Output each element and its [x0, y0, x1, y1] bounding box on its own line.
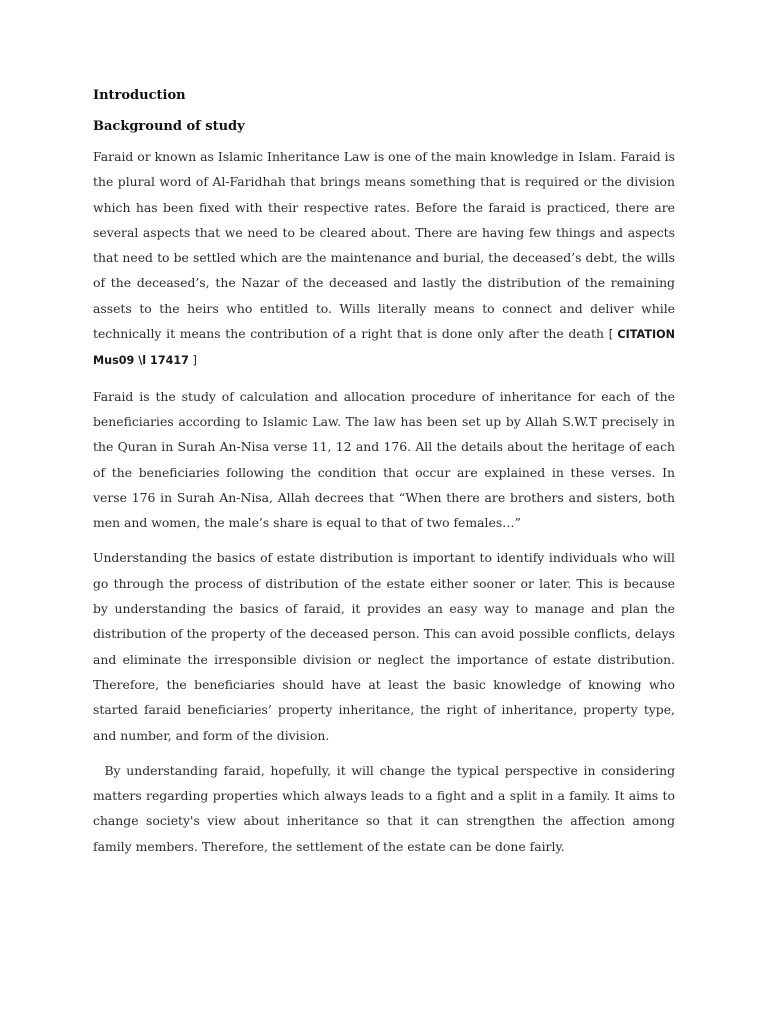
citation-close-bracket: ]: [188, 354, 197, 368]
document-body: [93, 86, 675, 869]
heading-introduction: Introduction: [93, 88, 186, 103]
citation-code: CITATION Mus09 \l 17417: [93, 328, 675, 368]
paragraph-1: [93, 144, 675, 374]
heading-background-of-study: Background of study: [93, 119, 245, 134]
paragraph-1-text: Faraid or known as Islamic Inheritance Law is one of the main knowledge in Islam. Faraid is the plural word of Al-Faridhah that brings means something that is required or the division which has been fixed with their respective rates. Before the faraid is practiced, there are several aspects that we need to be cleared about. There are having few things and aspects that need to be settled which are the maintenance and burial, the deceased’s debt, the wills of the deceased’s, the Nazar of the deceased and lastly the distribution of the remaining assets to the heirs who entitled to. Wills literally means to connect and deliver while technically it means the contribution of a right that is done only after the death: [93, 149, 675, 342]
paragraph-4: By understanding faraid, hopefully, it will change the typical perspective in considering matters regarding properties which always leads to a fight and a split in a family. It aims to change society's view about inheritance so that it can strengthen the affection among family members. Therefore, the settlement of the estate can be done fairly.: [93, 762, 675, 854]
paragraph-3: Understanding the basics of estate distribution is important to identify individuals who will go through the process of distribution of the estate either sooner or later. This is because by understanding the basics of faraid, it provides an easy way to manage and plan the distribution of the property of the deceased person. This can avoid possible conflicts, delays and eliminate the irresponsible division or neglect the importance of estate distribution. Therefore, the beneficiaries should have at least the basic knowledge of knowing who started faraid beneficiaries’ property inheritance, the right of inheritance, property type, and number, and form of the division.: [93, 550, 675, 743]
paragraph-2: Faraid is the study of calculation and allocation procedure of inheritance for each of the beneficiaries according to Islamic Law. The law has been set up by Allah S.W.T precisely in the Quran in Surah An-Nisa verse 11, 12 and 176. All the details about the heritage of each of the beneficiaries following the condition that occur are explained in these verses. In verse 176 in Surah An-Nisa, Allah decrees that “When there are brothers and sisters, both men and women, the male’s share is equal to that of two females…”: [93, 388, 675, 531]
citation-open-bracket: [: [608, 328, 618, 342]
